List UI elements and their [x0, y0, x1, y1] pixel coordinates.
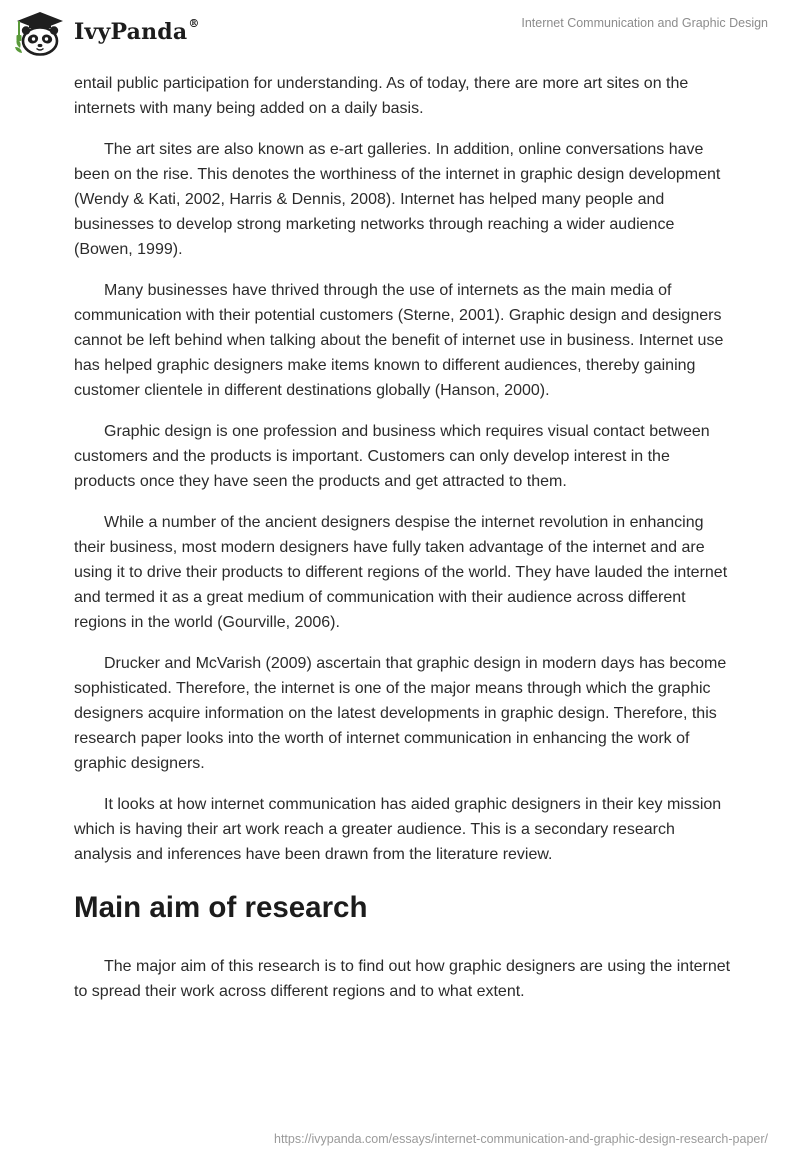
- paragraph-1: entail public participation for understanding. As of today, there are more art sites on the internets with many being added on a daily basis.: [74, 75, 689, 117]
- paragraph-7: It looks at how internet communication has aided graphic designers in their key mission which is having their art work reach a greater audience. This is a secondary research analysis and inferences have been drawn from the literature review.: [74, 796, 722, 863]
- brand-name: IvyPanda®: [74, 17, 200, 45]
- paragraph-3: Many businesses have thrived through the use of internets as the main media of communication with their potential customers (Sterne, 2001). Graphic design and designers cannot be left behind when talking about the benefit of internet use in business. Internet use has helped graphic designers make items known to different audiences, thereby gaining customer clientele in different destinations globally (Hanson, 2000).: [74, 282, 724, 399]
- panda-graduate-icon: [14, 10, 66, 56]
- registered-mark: ®: [188, 17, 200, 30]
- paragraph-2: The art sites are also known as e-art galleries. In addition, online conversations have been on the rise. This denotes the worthiness of the internet in graphic design development (Wendy & Kati, 2002, Harris & Dennis, 2008). Internet has helped many people and businesses to develop strong marketing networks through reaching a wider audience (Bowen, 1999).: [74, 141, 721, 258]
- section-heading: Main aim of research: [74, 891, 368, 924]
- paragraph-4: Graphic design is one profession and business which requires visual contact between customers and the products is important. Customers can only develop interest in the products once they have seen the products and get attracted to them.: [74, 423, 710, 490]
- paragraph-6: Drucker and McVarish (2009) ascertain that graphic design in modern days has become sophisticated. Therefore, the internet is one of the major means through which the graphic designers acquire information on the latest developments in graphic design. Therefore, this research paper looks into the worth of internet communication in enhancing the work of graphic designers.: [74, 655, 727, 772]
- document-title: Internet Communication and Graphic Design: [521, 16, 768, 30]
- page-header: [0, 0, 800, 70]
- source-url[interactable]: https://ivypanda.com/essays/internet-communication-and-graphic-design-research-paper/: [274, 1132, 768, 1146]
- paragraph-5: While a number of the ancient designers despise the internet revolution in enhancing their business, most modern designers have fully taken advantage of the internet and are using it to drive their products to different regions of the world. They have lauded the internet and termed it as a great medium of communication with their audience across different regions in the world (Gourville, 2006).: [74, 514, 728, 631]
- section-paragraph: The major aim of this research is to find out how graphic designers are using the internet to spread their work across different regions and to what extent.: [74, 958, 731, 1000]
- ivypanda-logo[interactable]: [14, 10, 200, 56]
- essay-body: [74, 71, 734, 1020]
